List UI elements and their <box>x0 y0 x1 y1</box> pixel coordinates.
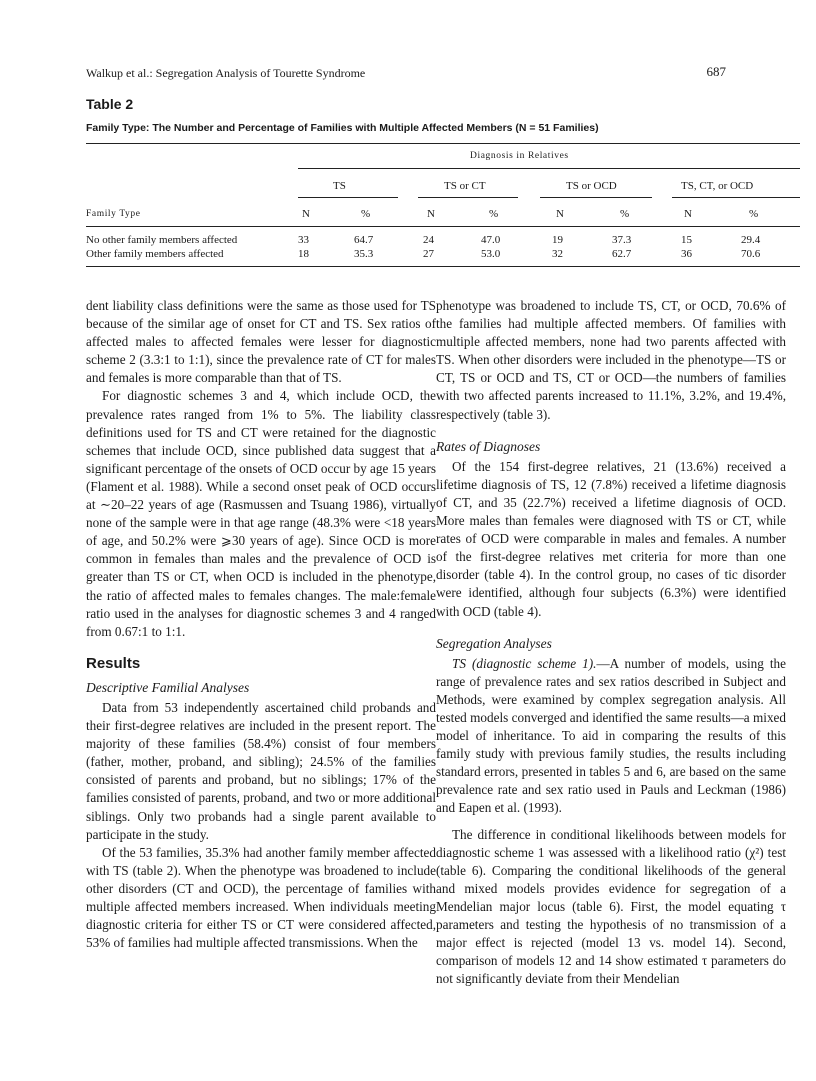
table-cell: 29.4 <box>741 234 761 246</box>
group-header-ts: TS <box>333 180 346 192</box>
group-underline <box>672 197 800 198</box>
group-underline <box>540 197 652 198</box>
subsection-heading: Segregation Analyses <box>436 635 552 651</box>
table-cell: 47.0 <box>481 234 501 246</box>
table-cell: 53.0 <box>481 248 501 260</box>
paragraph: Of the 53 families, 35.3% had another family member affected with TS (table 2). When the phenotype was broadened to include other disorders (CT and OCD), the percentage of families with multiple affected members increased. When individuals meeting diagnostic criteria for either TS or CT were considered affected, 53% of families had multiple affected transmissions. When the <box>86 844 436 951</box>
group-header-ts-ct: TS or CT <box>444 180 486 192</box>
subcol-n: N <box>556 208 564 220</box>
row-label: Other family members affected <box>86 248 224 260</box>
group-header-ts-ocd: TS or OCD <box>566 180 617 192</box>
table-cell: 33 <box>298 234 309 246</box>
row-header: Family Type <box>86 209 141 219</box>
subcol-pct: % <box>620 208 630 220</box>
table-cell: 24 <box>423 234 434 246</box>
table-cell: 27 <box>423 248 434 260</box>
running-head: Walkup et al.: Segregation Analysis of Tourette Syndrome <box>86 66 366 80</box>
table-cell: 15 <box>681 234 692 246</box>
table-cell: 70.6 <box>741 248 761 260</box>
table-label: Table 2 <box>86 96 134 112</box>
table-spanner-header: Diagnosis in Relatives <box>470 151 569 161</box>
spanner-underline <box>298 168 800 169</box>
table-bottom-rule <box>86 266 800 267</box>
paragraph: For diagnostic schemes 3 and 4, which include OCD, the prevalence rates ranged from 1% to 5%. The liability class definitions used for TS and CT were retained for the diagnostic schemes that include OCD, since published data suggest that a significant percentage of the onsets of OCD occur by age 15 years (Flament et al. 1988). While a second onset peak of OCD occurs at ∼20–22 years of age (Rasmussen and Tsuang 1986), virtually none of the sample were in that age range (48.3% were <18 years of age, and 50.2% were ⩾30 years of age). Since OCD is more common in females than males and the prevalence of OCD is greater than TS or CT, when OCD is included in the phenotype, the ratio of affected males to females changes. The male:female ratio used in the analyses for diagnostic schemes 3 and 4 ranged from 0.67:1 to 1:1. <box>86 388 436 639</box>
table-cell: 64.7 <box>354 234 374 246</box>
page-number: 687 <box>706 64 726 79</box>
right-column <box>436 297 786 988</box>
table-cell: 62.7 <box>612 248 632 260</box>
subsection-heading: Rates of Diagnoses <box>436 438 541 454</box>
subcol-n: N <box>302 208 310 220</box>
table-cell: 36 <box>681 248 692 260</box>
subcol-n: N <box>684 208 692 220</box>
table-cell: 32 <box>552 248 563 260</box>
left-column <box>86 297 436 952</box>
subcol-n: N <box>427 208 435 220</box>
subsection-heading: Descriptive Familial Analyses <box>86 679 250 695</box>
paragraph-lead: TS (diagnostic scheme 1). <box>452 655 597 671</box>
subcol-pct: % <box>361 208 371 220</box>
paragraph <box>436 655 786 818</box>
table-cell: 19 <box>552 234 563 246</box>
paragraph: The difference in conditional likelihoods between models for diagnostic scheme 1 was assessed with a likelihood ratio (χ²) test (table 6). Comparing the conditional likelihoods of the general and mixed models provides evidence for segregation of a Mendelian major locus (table 6). First, the model equating τ parameters and testing the hypothesis of no transmission of a major effect is rejected (model 13 vs. model 14). Second, comparison of models 12 and 14 show estimated τ parameters do not significantly deviate from their Mendelian <box>436 826 786 987</box>
table-cell: 18 <box>298 248 309 260</box>
group-header-ts-ct-ocd: TS, CT, or OCD <box>681 180 754 192</box>
table-cell: 35.3 <box>354 248 374 260</box>
row-label: No other family members affected <box>86 234 238 246</box>
section-heading: Results <box>86 654 141 672</box>
paragraph: Of the 154 first-degree relatives, 21 (13.6%) received a lifetime diagnosis of TS, 12 (7.8%) received a lifetime diagnosis of CT, and 35 (22.7%) received a lifetime diagnosis of OCD. More males than females were diagnosed with TS or CT, while rates of OCD were comparable in males and females. A number of the first-degree relatives met criteria for more than one disorder (table 4). In the control group, no cases of tic disorder were identified, although four subjects (6.3%) were identified with OCD (table 4). <box>436 458 786 619</box>
table-caption: Family Type: The Number and Percentage of Families with Multiple Affected Members (N = 51 Families) <box>86 122 599 134</box>
group-underline <box>298 197 398 198</box>
subcol-pct: % <box>749 208 759 220</box>
table-cell: 37.3 <box>612 234 632 246</box>
table-header-rule <box>86 226 800 227</box>
paragraph: dent liability class definitions were the same as those used for TS because of the similar age of onset for CT and TS. Sex ratios of affected males to affected females were lesser for diagnostic scheme 2 (3.3:1 to 1:1), since the prevalence rate of CT for males and females is more comparable than that of TS. <box>86 298 436 386</box>
group-underline <box>418 197 518 198</box>
paragraph: phenotype was broadened to include TS, CT, or OCD, 70.6% of the families had multiple affected members. Of families with multiple affected members, none had two parents affected with TS. When other disorders were included in the phenotype—TS or CT, TS or OCD and TS, CT or OCD—the numbers of families with two affected parents increased to 11.1%, 3.2%, and 19.4%, respectively (table 3). <box>436 298 786 422</box>
paragraph: Data from 53 independently ascertained child probands and their first-degree relatives are included in the present report. The majority of these families (58.4%) consist of four members (father, mother, proband, and sibling); 24.5% of the families consisted of parents and proband, but no siblings; 17% of the families consisted of parents, proband, and two or more additional siblings. Only two probands had a single parent available to participate in the study. <box>86 699 436 842</box>
table-top-rule <box>86 143 800 144</box>
paragraph-text: —A number of models, using the range of prevalence rates and sex ratios described in Subject and Methods, were examined by complex segregation analysis. All tested models converged and identified the same results—a mixed model of inheritance. To aid in comparing the results of this family study with previous family studies, the results including standard errors, presented in tables 5 and 6, are based on the same prevalence rate and sex ratio used in Pauls and Leckman (1986) and Eapen et al. (1993). <box>436 655 786 816</box>
subcol-pct: % <box>489 208 499 220</box>
